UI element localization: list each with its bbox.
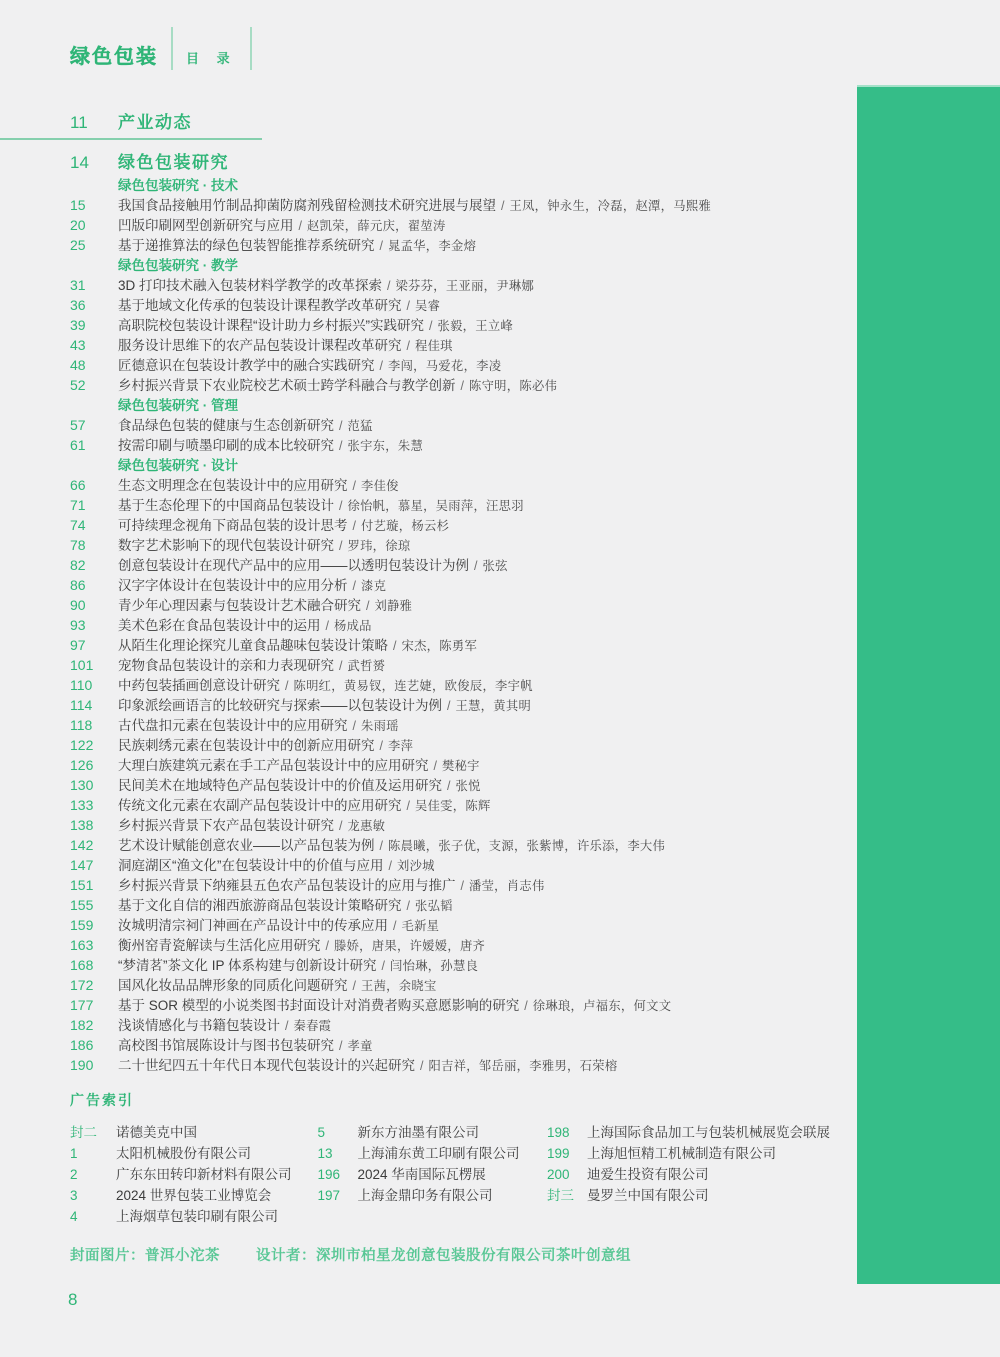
title-author-separator: / (393, 639, 397, 653)
toc-subhead (70, 394, 830, 414)
title-author-separator: / (447, 779, 451, 793)
ad-page-number: 4 (70, 1209, 78, 1224)
title-author-separator: / (460, 379, 464, 393)
toc-page-number: 14 (70, 153, 89, 172)
toc-item (70, 554, 830, 574)
toc-page-number: 82 (70, 557, 86, 573)
toc-title: 青少年心理因素与包装设计艺术融合研究 (118, 598, 361, 613)
advertiser-name: 曼罗兰中国有限公司 (587, 1188, 709, 1203)
toc-title: 国风化妆品品牌形象的同质化问题研究 (118, 978, 348, 993)
toc-page-number: 114 (70, 697, 93, 713)
toc-title: 食品绿色包装的健康与生态创新研究 (118, 418, 334, 433)
toc-authors: 漆克 (360, 579, 387, 593)
toc-item (70, 994, 830, 1014)
toc-title: 绿色包装研究 (118, 153, 229, 172)
toc-authors: 吴睿 (414, 299, 441, 313)
title-author-separator: / (524, 999, 528, 1013)
toc-page-number: 163 (70, 937, 94, 953)
title-author-separator: / (339, 659, 343, 673)
toc-authors: 毛新星 (401, 919, 440, 933)
advertiser-name: 新东方油墨有限公司 (357, 1125, 479, 1140)
toc-title: “梦清茗”茶文化 IP 体系构建与创新设计研究 (118, 958, 377, 973)
toc-title: 从陌生化理论探究儿童食品趣味包装设计策略 (118, 638, 388, 653)
green-sidebar-panel (857, 85, 1000, 1284)
header-divider-right (250, 27, 252, 70)
toc-title: 中药包装插画创意设计研究 (118, 678, 280, 693)
toc-section (70, 108, 830, 134)
toc-page-number: 130 (70, 777, 94, 793)
toc-title: 高职院校包装设计课程“设计助力乡村振兴”实践研究 (118, 318, 424, 333)
toc-page-number: 78 (70, 537, 86, 553)
title-author-separator: / (406, 299, 410, 313)
title-author-separator: / (381, 959, 385, 973)
title-author-separator: / (379, 739, 383, 753)
toc-authors: 孝童 (347, 1039, 373, 1053)
toc-authors: 樊秘宇 (441, 759, 480, 773)
advertiser-name: 上海旭恒精工机械制造有限公司 (587, 1146, 776, 1161)
advertiser-name: 2024 华南国际瓦楞展 (357, 1167, 486, 1182)
ad-page-number: 13 (317, 1146, 333, 1161)
title-author-separator: / (352, 479, 356, 493)
toc-item (70, 214, 830, 234)
toc-page-number: 74 (70, 517, 86, 533)
toc-title: 我国食品接触用竹制品抑菌防腐剂残留检测技术研究进展与展望 (118, 198, 496, 213)
toc-item (70, 934, 830, 954)
toc-title: 凹版印刷网型创新研究与应用 (118, 218, 294, 233)
toc-authors: 张悦 (455, 779, 481, 793)
toc-authors: 龙惠敏 (347, 819, 386, 833)
title-author-separator: / (366, 599, 370, 613)
title-author-separator: / (298, 219, 302, 233)
toc-item (70, 1054, 830, 1074)
ad-index-column (70, 1121, 317, 1226)
title-author-separator: / (406, 799, 410, 813)
toc-list (70, 108, 830, 1074)
advertiser-name: 2024 世界包装工业博览会 (116, 1188, 272, 1203)
toc-authors: 李佳俊 (360, 479, 399, 493)
toc-page-number: 133 (70, 797, 94, 813)
toc-page-number: 90 (70, 597, 86, 613)
toc-authors: 梁芬芬，王亚丽，尹琳娜 (395, 279, 535, 293)
toc-page-number: 93 (70, 617, 86, 633)
toc-title: 乡村振兴背景下纳雍县五色农产品包装设计的应用与推广 (118, 878, 456, 893)
toc-title: 乡村振兴背景下农产品包装设计研究 (118, 818, 334, 833)
toc-authors: 潘莹，肖志伟 (468, 879, 545, 893)
ad-page-number: 封三 (547, 1188, 574, 1203)
toc-title: 大理白族建筑元素在手工产品包装设计中的应用研究 (118, 758, 429, 773)
ad-page-number: 1 (70, 1146, 78, 1161)
ad-page-number: 封二 (70, 1125, 97, 1140)
ad-index-table (70, 1121, 830, 1226)
toc-item (70, 594, 830, 614)
toc-item (70, 814, 830, 834)
ad-index-row (547, 1142, 830, 1163)
title-author-separator: / (447, 699, 451, 713)
toc-page-number: 52 (70, 377, 86, 393)
toc-page-number: 177 (70, 997, 94, 1013)
ad-page-number: 2 (70, 1167, 78, 1182)
ad-index-section (70, 1090, 830, 1226)
toc-item (70, 874, 830, 894)
toc-item (70, 894, 830, 914)
toc-page-number: 43 (70, 337, 86, 353)
toc-title: 生态文明理念在包装设计中的应用研究 (118, 478, 348, 493)
advertiser-name: 上海浦东黄工印刷有限公司 (357, 1146, 520, 1161)
title-author-separator: / (352, 979, 356, 993)
toc-authors: 武哲赟 (347, 659, 386, 673)
title-author-separator: / (325, 939, 329, 953)
toc-item (70, 354, 830, 374)
toc-authors: 张宇东，朱慧 (347, 439, 424, 453)
toc-page-number: 159 (70, 917, 94, 933)
toc-authors: 刘静雅 (374, 599, 413, 613)
title-author-separator: / (285, 1019, 289, 1033)
toc-title: 产业动态 (118, 113, 192, 132)
toc-item (70, 534, 830, 554)
toc-title: 印象派绘画语言的比较研究与探索——以包装设计为例 (118, 698, 442, 713)
toc-authors: 杨成品 (333, 619, 372, 633)
title-author-separator: / (352, 519, 356, 533)
ad-index-row (317, 1163, 547, 1184)
toc-title: 浅谈情感化与书籍包装设计 (118, 1018, 280, 1033)
toc-authors: 王慧，黄其明 (455, 699, 532, 713)
toc-section (70, 148, 830, 174)
toc-authors: 阳吉祥，邹岳丽，李雅男，石荣榕 (428, 1059, 618, 1073)
toc-page-number: 182 (70, 1017, 94, 1033)
toc-authors: 徐琳琅，卢福东，何文文 (532, 999, 672, 1013)
ad-page-number: 3 (70, 1188, 78, 1203)
toc-authors: 程佳琪 (414, 339, 453, 353)
ad-index-heading: 广告索引 (70, 1092, 134, 1108)
toc-item (70, 374, 830, 394)
toc-page-number: 15 (70, 197, 86, 213)
title-author-separator: / (406, 339, 410, 353)
toc-page-number: 48 (70, 357, 86, 373)
ad-index-row (547, 1184, 830, 1205)
toc-title: 洞庭湖区“渔文化”在包装设计中的价值与应用 (118, 858, 384, 873)
toc-authors: 罗玮，徐琼 (347, 539, 411, 553)
advertiser-name: 广东东田转印新材料有限公司 (116, 1167, 292, 1182)
toc-subhead (70, 454, 830, 474)
toc-authors: 徐怡帆，慕星，吴雨萍，汪思羽 (347, 499, 524, 513)
title-author-separator: / (339, 539, 343, 553)
toc-page-number: 155 (70, 897, 94, 913)
ad-index-row (547, 1163, 830, 1184)
toc-item (70, 734, 830, 754)
toc-title: 绿色包装研究 · 教学 (118, 258, 238, 273)
toc-page-number: 101 (70, 657, 94, 673)
header-divider-left (171, 27, 173, 70)
toc-title: 宠物食品包装设计的亲和力表现研究 (118, 658, 334, 673)
advertiser-name: 迪爱生投资有限公司 (587, 1167, 709, 1182)
title-author-separator: / (339, 819, 343, 833)
toc-item (70, 654, 830, 674)
title-author-separator: / (406, 899, 410, 913)
ad-index-row (70, 1184, 317, 1205)
toc-page-number: 122 (70, 737, 94, 753)
ad-index-row (317, 1121, 547, 1142)
toc-authors: 张毅，王立峰 (437, 319, 514, 333)
toc-title: 3D 打印技术融入包装材料学教学的改革探索 (118, 278, 383, 293)
toc-page-number: 39 (70, 317, 86, 333)
toc-item (70, 514, 830, 534)
toc-page-number: 110 (70, 677, 93, 693)
ad-index-row (317, 1184, 547, 1205)
toc-authors: 闫怡琳，孙慧良 (390, 959, 479, 973)
toc-authors: 吴佳雯，陈辉 (414, 799, 491, 813)
designer-label: 设计者：深圳市柏星龙创意包装股份有限公司茶叶创意组 (256, 1248, 631, 1264)
cover-note (70, 1244, 631, 1265)
toc-item (70, 954, 830, 974)
ad-page-number: 199 (547, 1146, 570, 1161)
ad-index-row (70, 1121, 317, 1142)
ad-index-column (547, 1121, 830, 1226)
toc-page-number: 172 (70, 977, 94, 993)
toc-item (70, 674, 830, 694)
toc-item (70, 1014, 830, 1034)
toc-item (70, 574, 830, 594)
toc-authors: 晁孟华，李金熔 (387, 239, 477, 253)
title-author-separator: / (379, 239, 383, 253)
toc-page-number: 168 (70, 957, 94, 973)
toc-title: 基于 SOR 模型的小说类图书封面设计对消费者购买意愿影响的研究 (118, 998, 520, 1013)
toc-item (70, 334, 830, 354)
toc-item (70, 194, 830, 214)
toc-page-number: 126 (70, 757, 94, 773)
toc-title: 按需印刷与喷墨印刷的成本比较研究 (118, 438, 334, 453)
toc-page-number: 11 (70, 113, 88, 132)
toc-authors: 范猛 (347, 419, 373, 433)
title-author-separator: / (339, 1039, 343, 1053)
ad-index-row (70, 1163, 317, 1184)
ad-page-number: 198 (547, 1125, 570, 1140)
title-author-separator: / (429, 319, 433, 333)
title-author-separator: / (474, 559, 478, 573)
toc-authors: 张弘韬 (414, 899, 453, 913)
toc-page-number: 186 (70, 1037, 94, 1053)
advertiser-name: 上海金鼎印务有限公司 (357, 1188, 493, 1203)
toc-item (70, 614, 830, 634)
toc-item (70, 474, 830, 494)
toc-item (70, 974, 830, 994)
toc-page-number: 66 (70, 477, 86, 493)
toc-page-number: 97 (70, 637, 86, 653)
toc-subhead (70, 174, 830, 194)
title-author-separator: / (393, 919, 397, 933)
toc-item (70, 834, 830, 854)
toc-item (70, 714, 830, 734)
title-author-separator: / (325, 619, 329, 633)
title-author-separator: / (460, 879, 464, 893)
toc-authors: 李萍 (387, 739, 414, 753)
toc-item (70, 634, 830, 654)
toc-page-number: 36 (70, 297, 86, 313)
ad-index-row (317, 1142, 547, 1163)
toc-title: 数字艺术影响下的现代包装设计研究 (118, 538, 334, 553)
toc-item (70, 494, 830, 514)
toc-title: 服务设计思维下的农产品包装设计课程改革研究 (118, 338, 402, 353)
toc-title: 汝城明清宗祠门神画在产品设计中的传承应用 (118, 918, 388, 933)
ad-page-number: 197 (317, 1188, 341, 1203)
toc-page-number: 142 (70, 837, 94, 853)
toc-item (70, 754, 830, 774)
toc-page-label: 目 录 (186, 51, 237, 66)
ad-index-row (70, 1205, 317, 1226)
title-author-separator: / (352, 719, 356, 733)
title-author-separator: / (285, 679, 289, 693)
title-author-separator: / (379, 839, 383, 853)
page-header (70, 27, 252, 70)
title-author-separator: / (339, 499, 343, 513)
title-author-separator: / (433, 759, 437, 773)
toc-title: 基于文化自信的湘西旅游商品包装设计策略研究 (118, 898, 402, 913)
toc-authors: 刘沙城 (396, 859, 435, 873)
ad-page-number: 196 (317, 1167, 341, 1182)
toc-authors: 付艺璇，杨云杉 (360, 519, 450, 533)
toc-title: 基于生态伦理下的中国商品包装设计 (118, 498, 334, 513)
toc-title: 绿色包装研究 · 管理 (118, 398, 238, 413)
page-number: 8 (68, 1290, 78, 1309)
toc-item (70, 414, 830, 434)
toc-authors: 张弦 (482, 559, 508, 573)
toc-item (70, 1034, 830, 1054)
toc-item (70, 314, 830, 334)
toc-authors: 陈守明，陈必伟 (468, 379, 558, 393)
toc-authors: 朱雨瑶 (360, 719, 399, 733)
ad-index-column (317, 1121, 547, 1226)
magazine-logo: 绿色包装 (70, 46, 158, 68)
advertiser-name: 上海国际食品加工与包装机械展览会联展 (587, 1125, 830, 1140)
toc-authors: 王凤，钟永生，冷磊，赵潭，马熙雅 (509, 199, 712, 213)
toc-title: 汉字字体设计在包装设计中的应用分析 (118, 578, 348, 593)
ad-page-number: 5 (317, 1125, 325, 1140)
toc-item (70, 434, 830, 454)
title-author-separator: / (379, 359, 383, 373)
ad-index-row (70, 1142, 317, 1163)
advertiser-name: 太阳机械股份有限公司 (116, 1146, 251, 1161)
toc-title: 可持续理念视角下商品包装的设计思考 (118, 518, 348, 533)
toc-title: 基于递推算法的绿色包装智能推荐系统研究 (118, 238, 375, 253)
toc-title: 高校图书馆展陈设计与图书包装研究 (118, 1038, 334, 1053)
toc-page-number: 31 (70, 277, 86, 293)
toc-title: 绿色包装研究 · 技术 (118, 178, 238, 193)
toc-page-number: 118 (70, 717, 93, 733)
toc-page-number: 57 (70, 417, 86, 433)
toc-title: 创意包装设计在现代产品中的应用——以透明包装设计为例 (118, 558, 469, 573)
title-author-separator: / (387, 279, 391, 293)
toc-title: 艺术设计赋能创意农业——以产品包装为例 (118, 838, 375, 853)
toc-page-number: 147 (70, 857, 94, 873)
toc-item (70, 234, 830, 254)
toc-page-number: 86 (70, 577, 86, 593)
cover-image-label: 封面图片：普洱小沱茶 (70, 1248, 220, 1264)
toc-item (70, 294, 830, 314)
title-author-separator: / (388, 859, 392, 873)
toc-title: 民族刺绣元素在包装设计中的创新应用研究 (118, 738, 375, 753)
toc-page-number: 138 (70, 817, 94, 833)
ad-index-row (547, 1121, 830, 1142)
toc-title: 乡村振兴背景下农业院校艺术硕士跨学科融合与教学创新 (118, 378, 456, 393)
ad-page-number: 200 (547, 1167, 570, 1182)
toc-item (70, 274, 830, 294)
toc-subhead (70, 254, 830, 274)
toc-item (70, 794, 830, 814)
toc-title: 衡州窑青瓷解读与生活化应用研究 (118, 938, 321, 953)
toc-title: 基于地域文化传承的包装设计课程教学改革研究 (118, 298, 402, 313)
toc-page-number: 151 (70, 877, 94, 893)
toc-page-number: 25 (70, 237, 86, 253)
toc-title: 美术色彩在食品包装设计中的运用 (118, 618, 321, 633)
toc-authors: 陈明红，黄易钗，连艺婕，欧俊辰，李宇帆 (293, 679, 533, 693)
toc-item (70, 694, 830, 714)
toc-title: 古代盘扣元素在包装设计中的应用研究 (118, 718, 348, 733)
toc-title: 绿色包装研究 · 设计 (118, 458, 238, 473)
toc-title: 民间美术在地域特色产品包装设计中的价值及运用研究 (118, 778, 442, 793)
toc-authors: 宋杰，陈勇军 (401, 639, 478, 653)
toc-page-number: 71 (70, 497, 86, 513)
advertiser-name: 诺德美克中国 (116, 1125, 197, 1140)
toc-authors: 王茜，余晓宝 (360, 979, 437, 993)
toc-authors: 秦春霞 (293, 1019, 332, 1033)
toc-page-number: 190 (70, 1057, 94, 1073)
toc-authors: 滕娇，唐果，许嫒嫒，唐齐 (333, 939, 486, 953)
toc-item (70, 854, 830, 874)
title-author-separator: / (420, 1059, 424, 1073)
toc-page-number: 61 (70, 437, 86, 453)
toc-item (70, 774, 830, 794)
title-author-separator: / (352, 579, 356, 593)
advertiser-name: 上海烟草包装印刷有限公司 (116, 1209, 278, 1224)
title-author-separator: / (339, 439, 343, 453)
toc-page-number: 20 (70, 217, 86, 233)
toc-title: 匠德意识在包装设计教学中的融合实践研究 (118, 358, 375, 373)
toc-item (70, 914, 830, 934)
toc-title: 传统文化元素在农副产品包装设计中的应用研究 (118, 798, 402, 813)
title-author-separator: / (339, 419, 343, 433)
title-author-separator: / (501, 199, 505, 213)
toc-authors: 赵凯荣，薛元庆，翟堃涛 (306, 219, 446, 233)
toc-authors: 李闯，马爱花，李凌 (387, 359, 502, 373)
toc-title: 二十世纪四五十年代日本现代包装设计的兴起研究 (118, 1058, 415, 1073)
toc-authors: 陈晨曦，张子优，支源，张紫博，许乐添，李大伟 (387, 839, 666, 853)
